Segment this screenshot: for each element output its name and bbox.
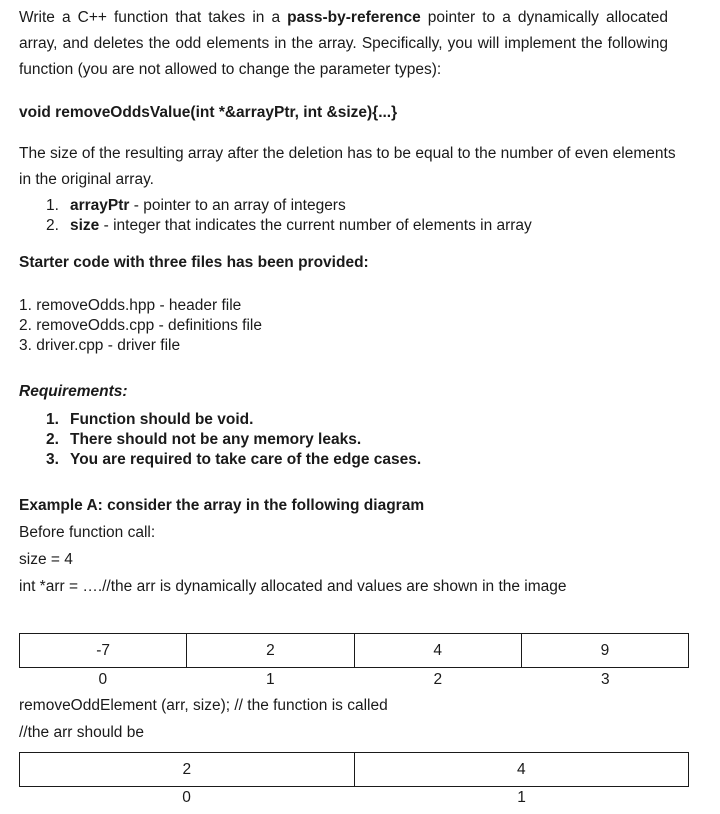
array-index: 0 [98,671,108,688]
array-index: 2 [433,671,443,688]
before-call-line: Before function call: [19,524,156,541]
call-line: removeOddElement (arr, size); // the function is called [19,697,388,714]
array-cell: 4 [354,634,521,668]
param-desc: - pointer to an array of integers [129,197,346,214]
array-cell: 4 [354,753,689,787]
list-number: 3. [46,451,59,468]
list-number: 1. [46,411,59,428]
array-index: 1 [517,789,526,806]
parameter-list [46,196,532,236]
requirements-heading: Requirements: [19,383,128,400]
array-index: 1 [265,671,275,688]
array-before-indices [19,671,689,689]
example-heading: Example A: consider the array in the following diagram [19,497,425,514]
param-name: arrayPtr [70,197,130,214]
list-item: 3. driver.cpp - driver file [19,337,181,354]
array-cell: 2 [187,634,354,668]
array-cell: 9 [521,634,688,668]
list-item [46,196,532,216]
param-desc: - integer that indicates the current number of elements in array [99,217,532,234]
list-item [46,450,421,470]
list-item [46,410,421,430]
file-list [19,296,262,356]
intro-bold-term: pass-by-reference [287,9,421,26]
array-after-table [19,752,689,787]
list-item [46,430,421,450]
size-line: size = 4 [19,551,73,568]
intro-text-end: pointer to a dynamically allocated array, and deletes the odd elements in the array. Specifically, you will implement the following function (you are not allowed to change the parameter types): [19,9,668,78]
array-cell: -7 [20,634,187,668]
param-name: size [70,217,100,234]
starter-heading: Starter code with three files has been provided: [19,254,369,271]
function-signature: void removeOddsValue(int *&arrayPtr, int &size){...} [19,104,398,121]
list-item: 1. removeOdds.hpp - header file [19,297,242,314]
table-row [20,634,689,668]
list-item [46,216,532,236]
arr-line: int *arr = ….//the arr is dynamically allocated and values are shown in the image [19,578,567,595]
intro-text-start: Write a C++ function that takes in a [19,9,288,26]
array-after-indices [19,789,689,807]
requirement-text: You are required to take care of the edge cases. [70,451,422,468]
list-item: 2. removeOdds.cpp - definitions file [19,317,262,334]
list-number: 2. [46,217,59,234]
requirement-text: Function should be void. [70,411,254,428]
requirements-list [46,410,421,470]
list-number: 2. [46,431,59,448]
intro-paragraph [19,5,668,83]
array-before-table [19,633,689,668]
list-number: 1. [46,197,59,214]
should-be-line: //the arr should be [19,724,144,741]
array-index: 0 [182,789,191,806]
array-index: 3 [600,671,610,688]
table-row [20,753,689,787]
array-cell: 2 [20,753,355,787]
requirement-text: There should not be any memory leaks. [70,431,362,448]
size-paragraph: The size of the resulting array after the deletion has to be equal to the number of even elements in the original array. [19,145,676,188]
